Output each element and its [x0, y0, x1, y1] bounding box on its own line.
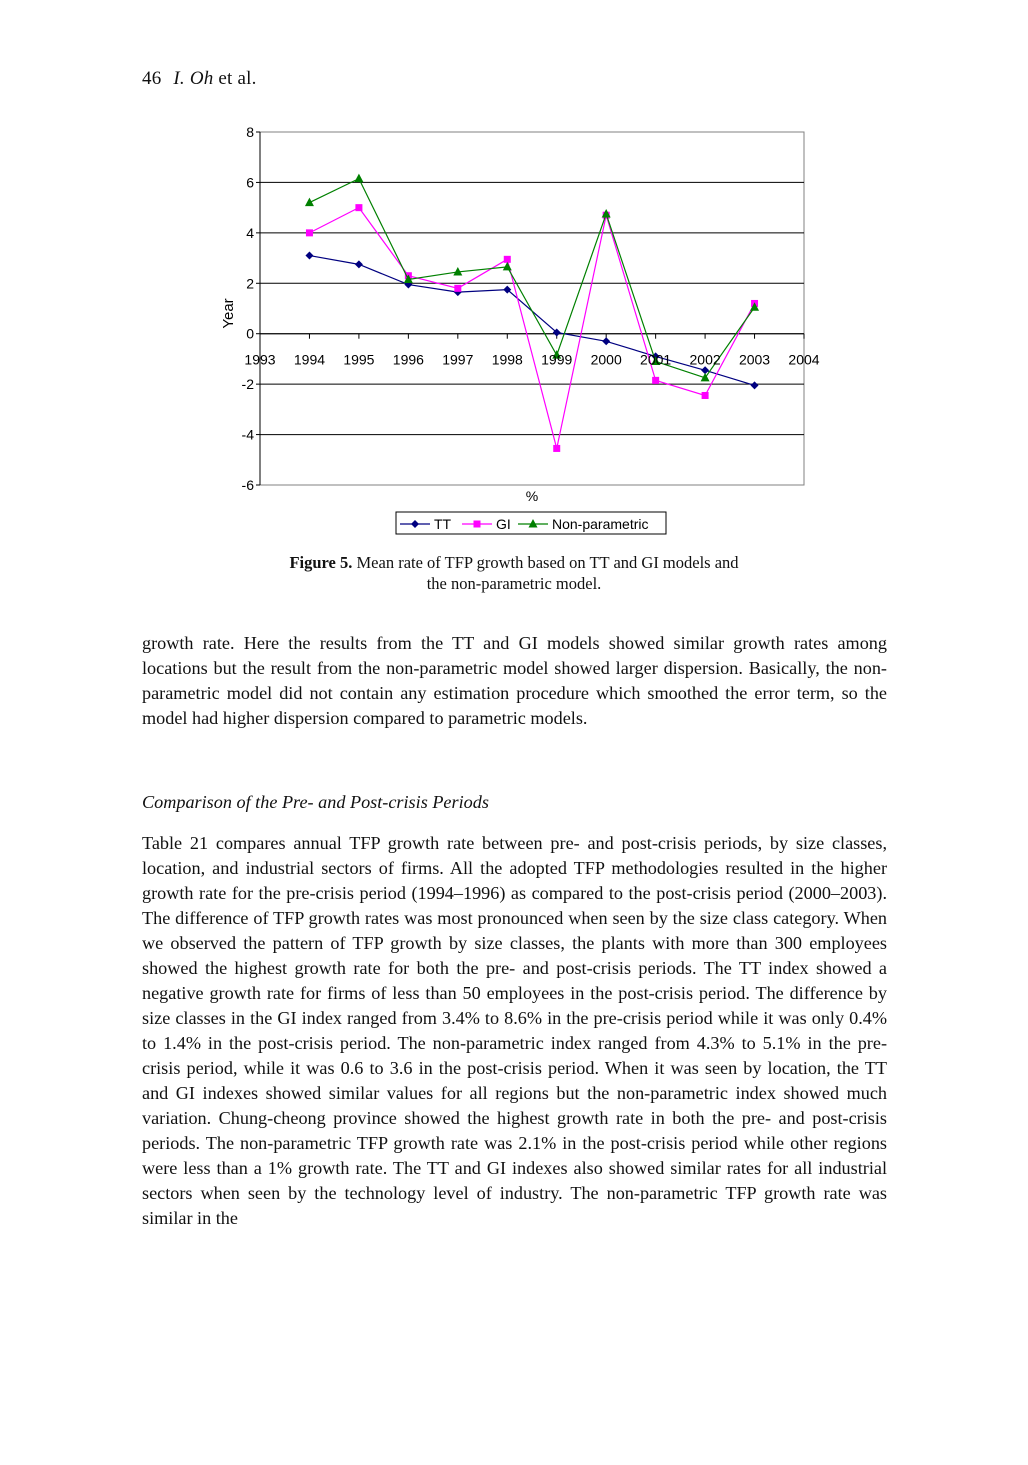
y-tick-label: 2: [246, 275, 254, 292]
figure-label: Figure 5.: [289, 553, 353, 572]
data-point: [652, 377, 659, 384]
data-point: [306, 229, 313, 236]
x-tick-label: 1993: [244, 351, 276, 368]
x-tick-label: 2003: [738, 351, 771, 368]
x-tick-label: 2000: [590, 351, 622, 368]
data-point: [454, 285, 461, 292]
y-tick-label: 8: [246, 124, 254, 140]
x-tick-label: 1996: [392, 351, 424, 368]
paragraph-2: Table 21 compares annual TFP growth rate between pre- and post-crisis periods, by size classes, location, and industrial sectors of firms. All the adopted TFP methodologies resulted in the higher growth rate for the pre-crisis period (1994–1996) as compared to the post-crisis period (2000–2003). The difference of TFP growth rates was most pronounced when seen by the size class category. When we observed the pattern of TFP growth by size classes, the plants with more than 300 employees showed the highest growth rate for both the pre- and post-crisis periods. The TT index showed a negative growth rate for firms of less than 50 employees in the post-crisis period. The difference by size classes in the GI index ranged from 3.4% to 8.6% in the pre-crisis period while it was only 0.4% to 1.4% in the post-crisis period. The non-parametric index ranged from 4.3% to 5.1% in the pre-crisis period, while it was 0.6 to 3.6 in the post-crisis period. When it was seen by location, the TT and GI indexes showed similar values for all regions but the non-parametric index showed much variation. Chung-cheong province showed the highest growth rate in both the pre- and post-crisis periods. The non-parametric TFP growth rate was 2.1% in the post-crisis period while other regions were less than a 1% growth rate. The TT and GI indexes also showed similar rates for all industrial sectors when seen by the technology level of industry. The non-parametric TFP growth rate was similar in the: [142, 833, 887, 1228]
y-tick-label: -2: [241, 376, 254, 393]
caption-line-2: the non-parametric model.: [426, 574, 602, 593]
author-suffix: et al.: [213, 68, 257, 89]
y-tick-label: -6: [241, 477, 254, 493]
tfp-growth-line-chart: [200, 118, 828, 546]
figure-caption: [200, 552, 828, 594]
caption-line-1: Mean rate of TFP growth based on TT and GI models and: [352, 553, 739, 572]
page-number: 46: [142, 68, 162, 89]
data-point: [504, 256, 511, 263]
x-tick-label: 1998: [491, 351, 523, 368]
x-axis-label: %: [525, 488, 539, 504]
data-point: [702, 392, 709, 399]
data-point: [474, 521, 481, 528]
legend-label: GI: [496, 516, 511, 532]
legend-label: TT: [434, 516, 452, 532]
x-tick-label: 1995: [343, 351, 375, 368]
data-point: [355, 204, 362, 211]
author-italic: I. Oh: [173, 68, 214, 89]
legend-label: Non-parametric: [552, 516, 649, 532]
y-tick-label: 6: [246, 174, 254, 191]
x-tick-label: 1997: [442, 351, 474, 368]
section-heading: Comparison of the Pre- and Post-crisis Periods: [142, 792, 489, 812]
paragraph-1: growth rate. Here the results from the TT and GI models showed similar growth rates among locations but the result from the non-parametric model showed larger dispersion. Basically, the non-parametric model did not contain any estimation procedure which smoothed the error term, so the model had higher dispersion compared to parametric models.: [142, 633, 887, 728]
x-tick-label: 2001: [640, 351, 672, 368]
x-tick-label: 2004: [788, 351, 820, 368]
x-tick-label: 1999: [541, 351, 573, 368]
plot-area: [260, 132, 804, 485]
y-tick-label: 0: [246, 325, 254, 342]
x-tick-label: 1994: [293, 351, 326, 368]
y-axis-label: Year: [220, 298, 237, 329]
y-tick-label: 4: [246, 224, 254, 241]
x-tick-label: 2002: [689, 351, 721, 368]
data-point: [553, 445, 560, 452]
y-tick-label: -4: [241, 426, 254, 443]
running-head: [142, 68, 257, 90]
